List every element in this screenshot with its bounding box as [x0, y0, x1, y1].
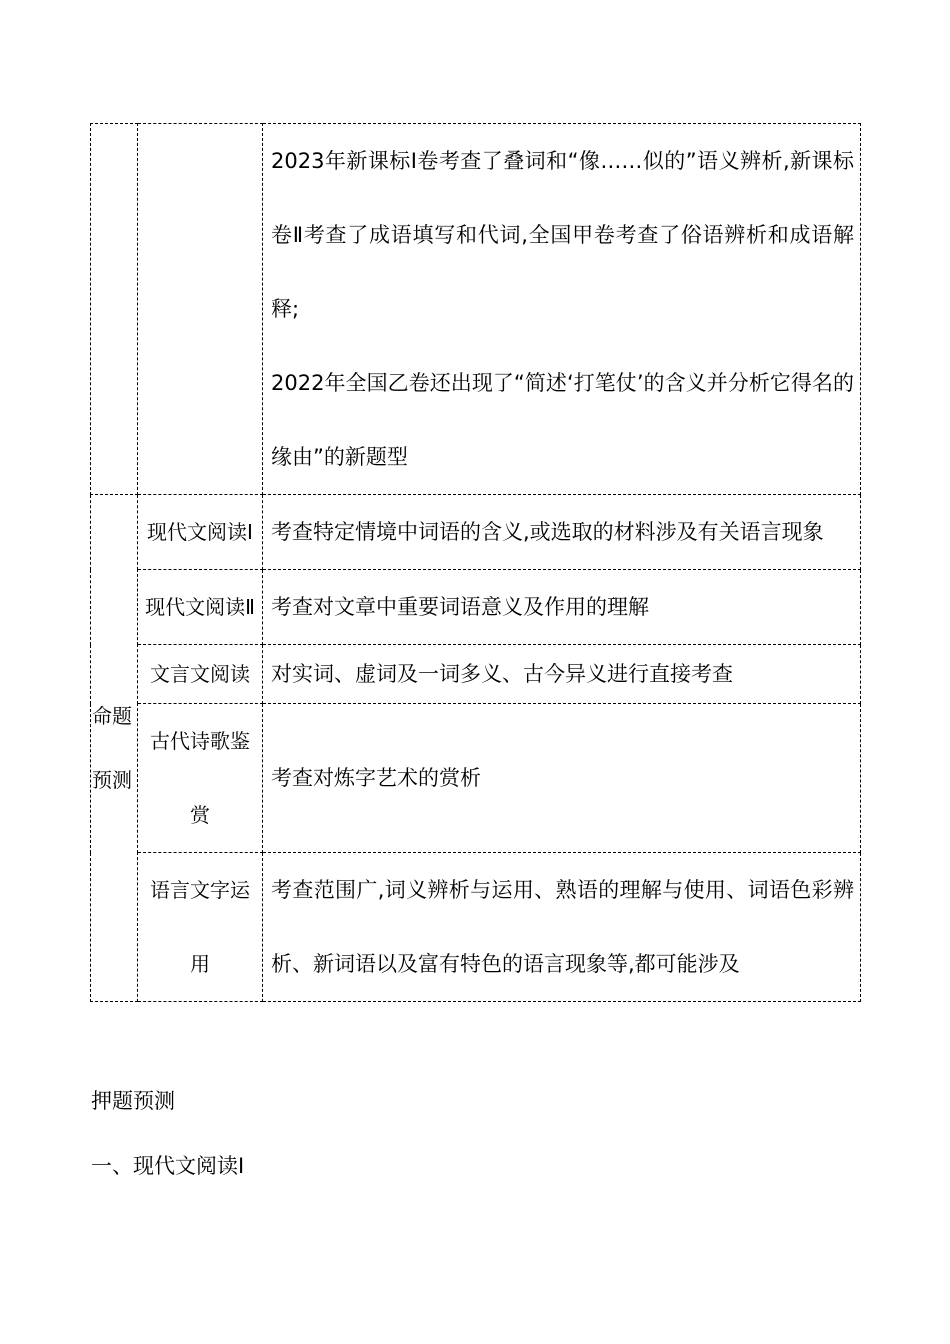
- section-heading: 押题预测: [91, 1089, 175, 1113]
- subject-cell: 文言文阅读: [138, 645, 263, 704]
- exam-analysis-table: [90, 123, 861, 1002]
- subject-cell: 现代文阅读Ⅱ: [138, 570, 263, 645]
- exam-history-paragraph: 2023年新课标Ⅰ卷考查了叠词和“像……似的”语义辨析,新课标卷Ⅱ考查了成语填写和代词,全国甲卷考查了俗语辨析和成语解释;: [271, 149, 854, 321]
- subject-cell: 语言文字运用: [138, 853, 263, 1002]
- description-cell: 考查对炼字艺术的赏析: [263, 704, 861, 853]
- category-cell-empty: [91, 124, 138, 495]
- description-cell: 考查对文章中重要词语意义及作用的理解: [263, 570, 861, 645]
- description-cell: 考查特定情境中词语的含义,或选取的材料涉及有关语言现象: [263, 495, 861, 570]
- table-row: [91, 645, 861, 704]
- category-cell: 命题预测: [91, 495, 138, 1002]
- subsection-heading: 一、现代文阅读Ⅰ: [91, 1154, 245, 1178]
- exam-history-cell: [263, 124, 861, 495]
- subject-cell: 现代文阅读Ⅰ: [138, 495, 263, 570]
- table-row: [91, 495, 861, 570]
- table-row: [91, 704, 861, 853]
- description-cell: 考查范围广,词义辨析与运用、熟语的理解与使用、词语色彩辨析、新词语以及富有特色的语言现象等,都可能涉及: [263, 853, 861, 1002]
- subject-cell-empty: [138, 124, 263, 495]
- exam-history-paragraph: 2022年全国乙卷还出现了“简述‘打笔仗’的含义并分析它得名的缘由”的新题型: [271, 371, 854, 469]
- subject-cell: 古代诗歌鉴赏: [138, 704, 263, 853]
- table-row: [91, 124, 861, 495]
- table-row: [91, 853, 861, 1002]
- description-cell: 对实词、虚词及一词多义、古今异义进行直接考查: [263, 645, 861, 704]
- table-row: [91, 570, 861, 645]
